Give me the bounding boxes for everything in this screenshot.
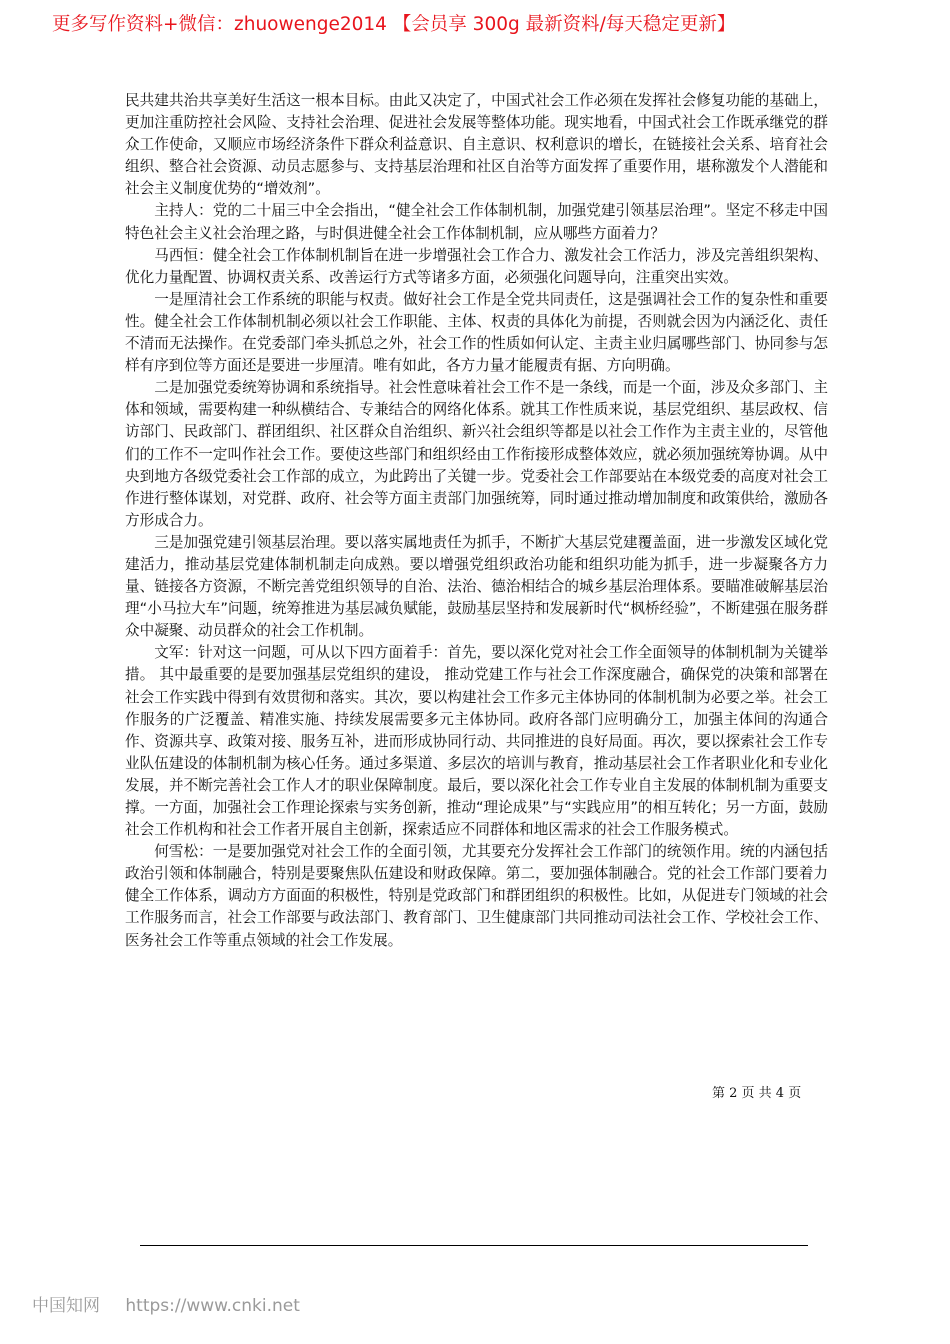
paragraph: 二是加强党委统筹协调和系统指导。社会性意味着社会工作不是一条线，而是一个面，涉及众多部门、主体和领域，需要构建一种纵横结合、专兼结合的网络化体系。就其工作性质来说，基层党组织、基层政权、信访部门、民政部门、群团组织、社区群众自治组织、新兴社会组织等都是以社会工作作为主责主业的，尽管他们的工作不一定叫作社会工作。要使这些部门和组织经由工作衔接形成整体效应，就必须加强统筹协调。从中央到地方各级党委社会工作部的成立，为此跨出了关键一步。党委社会工作部要站在本级党委的高度对社会工作进行整体谋划，对党群、政府、社会等方面主责部门加强统筹，同时通过推动增加制度和政策供给，激励各方形成合力。	[125, 379, 828, 529]
paragraph: 主持人：党的二十届三中全会指出，“健全社会工作体制机制，加强党建引领基层治理”。坚定不移走中国特色社会主义社会治理之路，与时俱进健全社会工作体制机制，应从哪些方面着力？	[125, 202, 828, 242]
footer-divider	[140, 1245, 808, 1246]
paragraph: 文军：针对这一问题，可从以下四方面着手：首先，要以深化党对社会工作全面领导的体制机制为关键举措。 其中最重要的是要加强基层党组织的建设， 推动党建工作与社会工作深度融合，确保党的决策和部署在社会工作实践中得到有效贯彻和落实。其次，要以构建社会工作多元主体协同的体制机制为必要之举。社会工作服务的广泛覆盖、精准实施、持续发展需要多元主体协同。政府各部门应明确分工，加强主体间的沟通合作、资源共享、政策对接、服务互补，进而形成协同行动、共同推进的良好局面。再次，要以探索社会工作专业队伍建设的体制机制为核心任务。通过多渠道、多层次的培训与教育，推动基层社会工作者职业化和专业化发展，并不断完善社会工作人才的职业保障制度。最后，要以深化社会工作专业自主发展的体制机制为重要支撑。一方面，加强社会工作理论探索与实务创新，推动“理论成果”与“实践应用”的相互转化；另一方面，鼓励社会工作机构和社会工作者开展自主创新，探索适应不同群体和地区需求的社会工作服务模式。	[125, 644, 828, 839]
paragraph: 民共建共治共享美好生活这一根本目标。由此又决定了，中国式社会工作必须在发挥社会修复功能的基础上，更加注重防控社会风险、支持社会治理、促进社会发展等整体功能。现实地看，中国式社会工作既承继党的群众工作使命，又顺应市场经济条件下群众利益意识、自主意识、权利意识的增长，在链接社会关系、培育社会组织、整合社会资源、动员志愿参与、支持基层治理和社区自治等方面发挥了重要作用，堪称激发个人潜能和社会主义制度优势的“增效剂”。	[125, 92, 828, 198]
promo-banner: 更多写作资料+微信：zhuowenge2014 【会员享 300g 最新资料/每天稳定更新】	[52, 14, 736, 35]
paragraph: 三是加强党建引领基层治理。要以落实属地责任为抓手，不断扩大基层党建覆盖面，进一步激发区域化党建活力，推动基层党建体制机制走向成熟。要以增强党组织政治功能和组织功能为抓手，进一步凝聚各方力量、链接各方资源，不断完善党组织领导的自治、法治、德治相结合的城乡基层治理体系。要瞄准破解基层治理“小马拉大车”问题，统筹推进为基层减负赋能，鼓励基层坚持和发展新时代“枫桥经验”，不断建强在服务群众中凝聚、动员群众的社会工作机制。	[125, 533, 828, 640]
paragraph: 马西恒：健全社会工作体制机制旨在进一步增强社会工作合力、激发社会工作活力，涉及完善组织架构、优化力量配置、协调权责关系、改善运行方式等诸多方面，必须强化问题导向，注重突出实效。	[125, 246, 828, 286]
article-body	[125, 90, 828, 952]
page-number: 第 2 页 共 4 页	[712, 1086, 802, 1101]
paragraph: 何雪松：一是要加强党对社会工作的全面引领，尤其要充分发挥社会工作部门的统领作用。统的内涵包括政治引领和体制融合，特别是要聚焦队伍建设和财政保障。第二，要加强体制融合。党的社会工作部门要着力健全工作体系，调动方方面面的积极性，特别是党政部门和群团组织的积极性。比如，从促进专门领域的社会工作服务而言，社会工作部要与政法部门、教育部门、卫生健康部门共同推动司法社会工作、学校社会工作、医务社会工作等重点领域的社会工作发展。	[125, 843, 828, 949]
watermark-url: https://www.cnki.net	[125, 1296, 300, 1316]
watermark-site-name: 中国知网	[32, 1296, 100, 1316]
cnki-watermark	[32, 1293, 300, 1319]
paragraph: 一是厘清社会工作系统的职能与权责。做好社会工作是全党共同责任，这是强调社会工作的复杂性和重要性。健全社会工作体制机制必须以社会工作职能、主体、权责的具体化为前提，否则就会因为内涵泛化、责任不清而无法操作。在党委部门牵头抓总之外，社会工作的性质如何认定、主责主业归属哪些部门、协同参与怎样有序到位等方面还是要进一步厘清。唯有如此，各方力量才能履责有据、方向明确。	[125, 290, 828, 375]
